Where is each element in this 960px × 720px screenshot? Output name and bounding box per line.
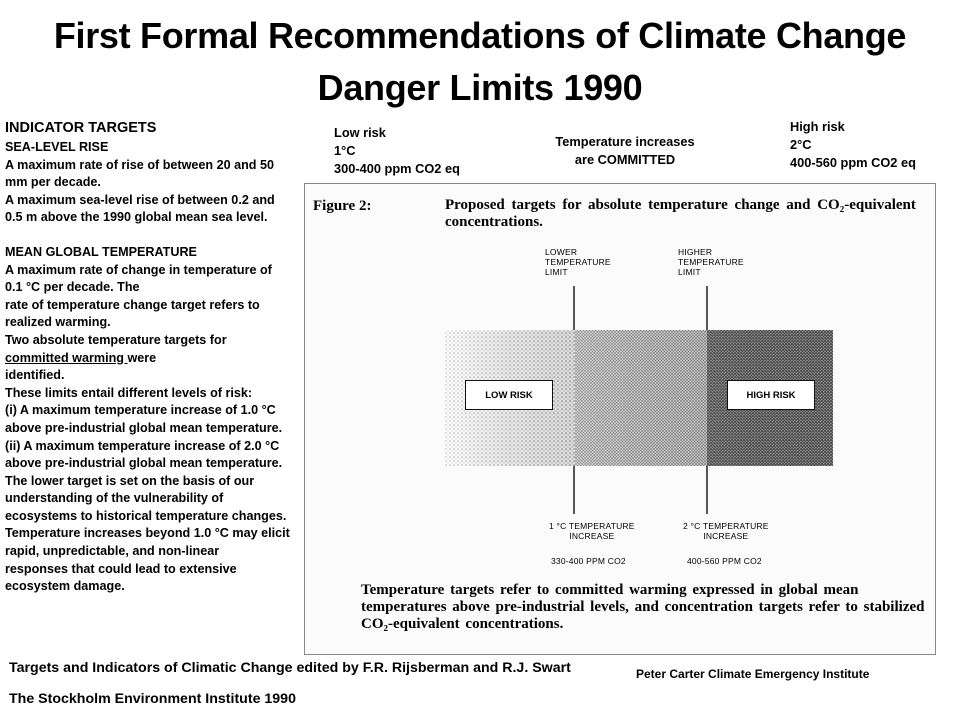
- title-line-2: Danger Limits 1990: [317, 67, 643, 108]
- temperature-line: understanding of the vulnerability of: [5, 491, 224, 506]
- low-risk-ppm: 300-400 ppm CO2 eq: [334, 161, 460, 176]
- sea-level-line: mm per decade.: [5, 175, 101, 190]
- temperature-line: (ii) A maximum temperature increase of 2.0 °C: [5, 438, 280, 453]
- temperature-line: 0.1 °C per decade. The: [5, 280, 140, 295]
- higher-increase-line: 2 °C TEMPERATURE: [683, 521, 769, 531]
- figure-caption: Proposed targets for absolute temperature change and CO₂-equivalent concentrations.: [445, 197, 916, 230]
- sea-level-heading: SEA-LEVEL RISE: [5, 140, 109, 154]
- indicator-targets-panel: [5, 119, 301, 596]
- sea-level-line: A maximum sea-level rise of between 0.2 and: [5, 192, 275, 207]
- sea-level-line: A maximum rate of rise of between 20 and 50: [5, 157, 274, 172]
- temperature-line: rate of temperature change target refers to: [5, 297, 260, 312]
- figure-label: Figure 2:: [313, 198, 372, 214]
- temperature-line: Temperature increases beyond 1.0 °C may elicit: [5, 526, 290, 541]
- committed-warming-underlined: committed warming: [5, 350, 128, 365]
- temperature-line: Two absolute temperature targets for: [5, 332, 227, 347]
- temperature-line: responses that could lead to extensive: [5, 561, 237, 576]
- higher-increase-label: [683, 521, 769, 541]
- committed-line-1: Temperature increases: [555, 134, 695, 149]
- high-risk-box: HIGH RISK: [727, 380, 815, 410]
- temperature-line: ecosystem damage.: [5, 579, 125, 594]
- temperature-heading: MEAN GLOBAL TEMPERATURE: [5, 244, 197, 259]
- lower-limit-line: LIMIT: [545, 267, 568, 277]
- lower-limit-line: LOWER: [545, 247, 578, 257]
- higher-limit-line: TEMPERATURE: [678, 257, 744, 267]
- credit-text: Peter Carter Climate Emergency Institute: [636, 667, 870, 681]
- higher-ppm-label: 400-560 PPM CO2: [687, 556, 762, 566]
- committed-line-2: are COMMITTED: [574, 152, 676, 167]
- higher-limit-line: HIGHER: [678, 247, 713, 257]
- low-risk-temp: 1°C: [334, 143, 356, 158]
- temperature-line-underlined: [5, 350, 301, 368]
- higher-increase-line: INCREASE: [703, 531, 749, 541]
- slide-title: [0, 10, 960, 114]
- higher-limit-line: LIMIT: [678, 267, 701, 277]
- sea-level-line: 0.5 m above the 1990 global mean sea level.: [5, 210, 268, 225]
- figure-bottom-caption: Temperature targets refer to committed warming expressed in global mean temperatures above pre-industrial levels, and concentration targets refer to stabilized CO₂-equivalent concentrations.: [361, 582, 925, 632]
- temperature-line: A maximum rate of change in temperature of: [5, 262, 272, 277]
- lower-increase-line: 1 °C TEMPERATURE: [549, 521, 635, 531]
- temperature-line: rapid, unpredictable, and non-linear: [5, 544, 220, 559]
- were-text: were: [127, 350, 157, 365]
- source-publisher: The Stockholm Environment Institute 1990: [9, 691, 296, 707]
- temperature-line: identified.: [5, 368, 65, 383]
- high-risk-ppm: 400-560 ppm CO2 eq: [790, 155, 916, 170]
- lower-increase-line: INCREASE: [569, 531, 615, 541]
- lower-limit-line: TEMPERATURE: [545, 257, 611, 267]
- temperature-line: above pre-industrial global mean temperature.: [5, 456, 283, 471]
- low-risk-box: LOW RISK: [465, 380, 553, 410]
- temperature-line: above pre-industrial global mean temperature.: [5, 420, 283, 435]
- high-risk-temp: 2°C: [790, 137, 812, 152]
- lower-ppm-label: 330-400 PPM CO2: [551, 556, 626, 566]
- figure-2-image: [304, 183, 936, 655]
- temperature-line: ecosystems to historical temperature changes.: [5, 508, 287, 523]
- temperature-line: realized warming.: [5, 315, 111, 330]
- temperature-line: These limits entail different levels of risk:: [5, 385, 253, 400]
- temperature-line: (i) A maximum temperature increase of 1.0 °C: [5, 403, 276, 418]
- source-citation: Targets and Indicators of Climatic Change edited by F.R. Rijsberman and R.J. Swart: [9, 660, 571, 676]
- temperature-line: The lower target is set on the basis of our: [5, 473, 255, 488]
- high-risk-label: [790, 118, 916, 172]
- indicator-targets-heading: INDICATOR TARGETS: [5, 120, 157, 136]
- low-risk-label: [334, 124, 460, 178]
- title-line-1: First Formal Recommendations of Climate Change: [53, 15, 907, 56]
- lower-increase-label: [549, 521, 635, 541]
- high-risk-title: High risk: [790, 119, 845, 134]
- committed-label: [530, 133, 720, 169]
- low-risk-title: Low risk: [334, 125, 386, 140]
